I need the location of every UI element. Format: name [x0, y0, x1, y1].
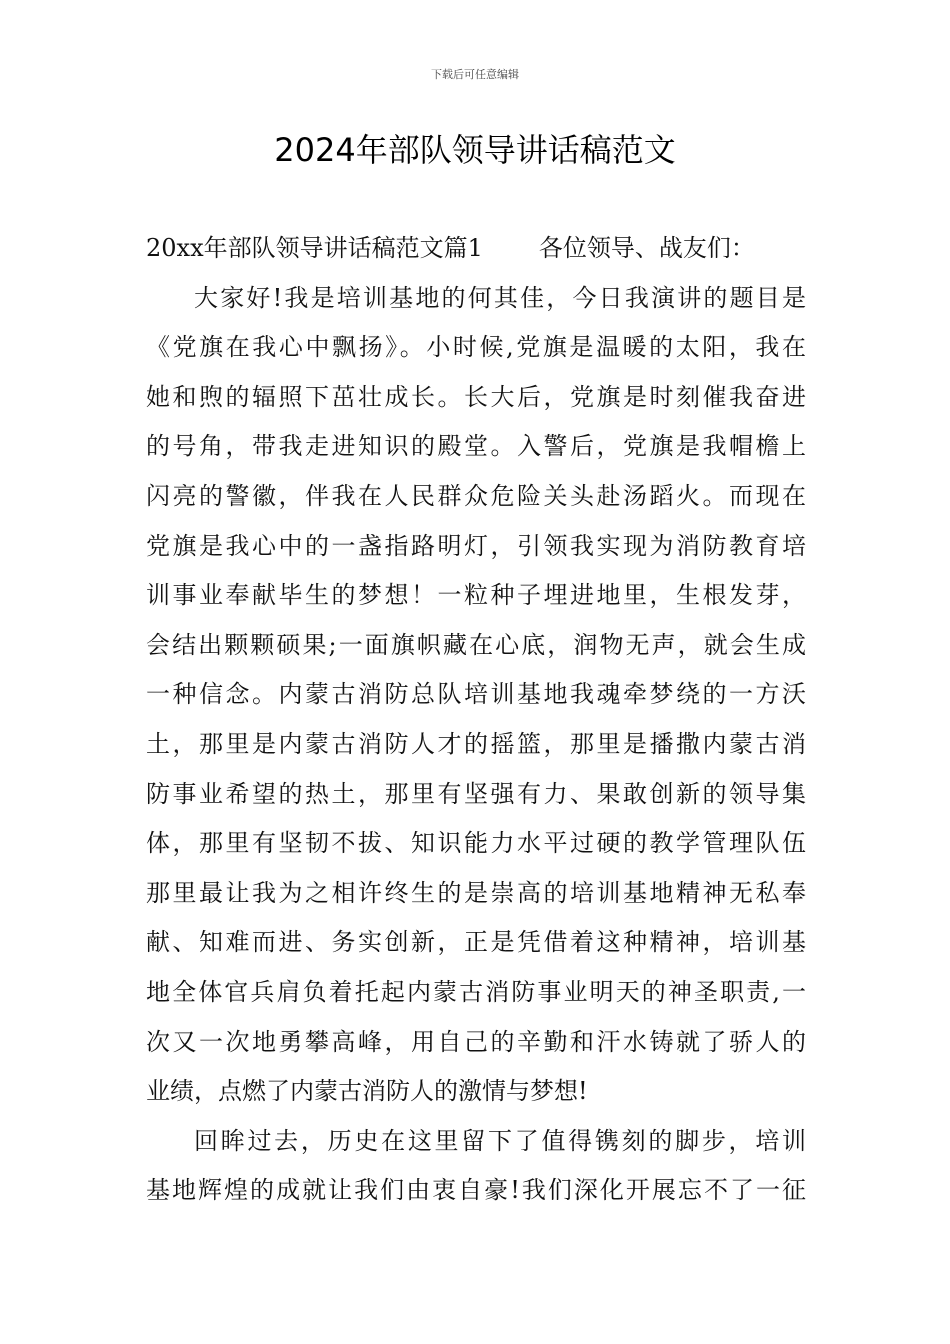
- paragraph-line: 地全体官兵肩负着托起内蒙古消防事业明天的神圣职责,一: [146, 977, 806, 1006]
- paragraph-line: 回眸过去，历史在这里留下了值得镌刻的脚步，培训: [194, 1126, 806, 1155]
- paragraph-line: 一种信念。内蒙古消防总队培训基地我魂牵梦绕的一方沃: [146, 680, 806, 709]
- document-body: [146, 224, 806, 1216]
- paragraph-line: 献、知难而进、务实创新，正是凭借着这种精神，培训基: [146, 928, 806, 957]
- subtitle-line: [146, 224, 806, 274]
- paragraph-line: 基地辉煌的成就让我们由衷自豪!我们深化开展忘不了一征: [146, 1176, 806, 1205]
- greeting: 各位领导、战友们：: [538, 234, 755, 262]
- paragraph-line: 训事业奉献毕生的梦想！一粒种子埋进地里，生根发芽，: [146, 581, 806, 610]
- paragraph-line: 党旗是我心中的一盏指路明灯，引领我实现为消防教育培: [146, 531, 806, 560]
- paragraph-line: 会结出颗颗硕果;一面旗帜藏在心底，润物无声，就会生成: [146, 630, 806, 659]
- paragraph-line: 次又一次地勇攀高峰，用自己的辛勤和汗水铸就了骄人的: [146, 1027, 806, 1056]
- paragraph-line: 大家好!我是培训基地的何其佳，今日我演讲的题目是: [194, 283, 806, 312]
- section-subtitle: 20xx年部队领导讲话稿范文篇1: [146, 234, 483, 262]
- paragraph-line: 的号角，带我走进知识的殿堂。入警后，党旗是我帽檐上: [146, 432, 806, 461]
- paragraph-line: 土，那里是内蒙古消防人才的摇篮，那里是播撒内蒙古消: [146, 729, 806, 758]
- document-title: 2024年部队领导讲话稿范文: [274, 131, 676, 169]
- paragraph-line: 闪亮的警徽，伴我在人民群众危险关头赴汤蹈火。而现在: [146, 481, 806, 510]
- header-note: 下载后可任意编辑: [431, 68, 519, 81]
- paragraph-line: 那里最让我为之相许终生的是崇高的培训基地精神无私奉: [146, 878, 806, 907]
- paragraph-line: 体，那里有坚韧不拔、知识能力水平过硬的教学管理队伍: [146, 829, 806, 858]
- paragraph-line: 《党旗在我心中飘扬》。小时候,党旗是温暖的太阳，我在: [146, 333, 806, 362]
- paragraph-line: 防事业希望的热土，那里有坚强有力、果敢创新的领导集: [146, 779, 806, 808]
- paragraph-line: 业绩，点燃了内蒙古消防人的激情与梦想!: [146, 1077, 588, 1106]
- paragraph-line: 她和煦的辐照下茁壮成长。长大后，党旗是时刻催我奋进: [146, 382, 806, 411]
